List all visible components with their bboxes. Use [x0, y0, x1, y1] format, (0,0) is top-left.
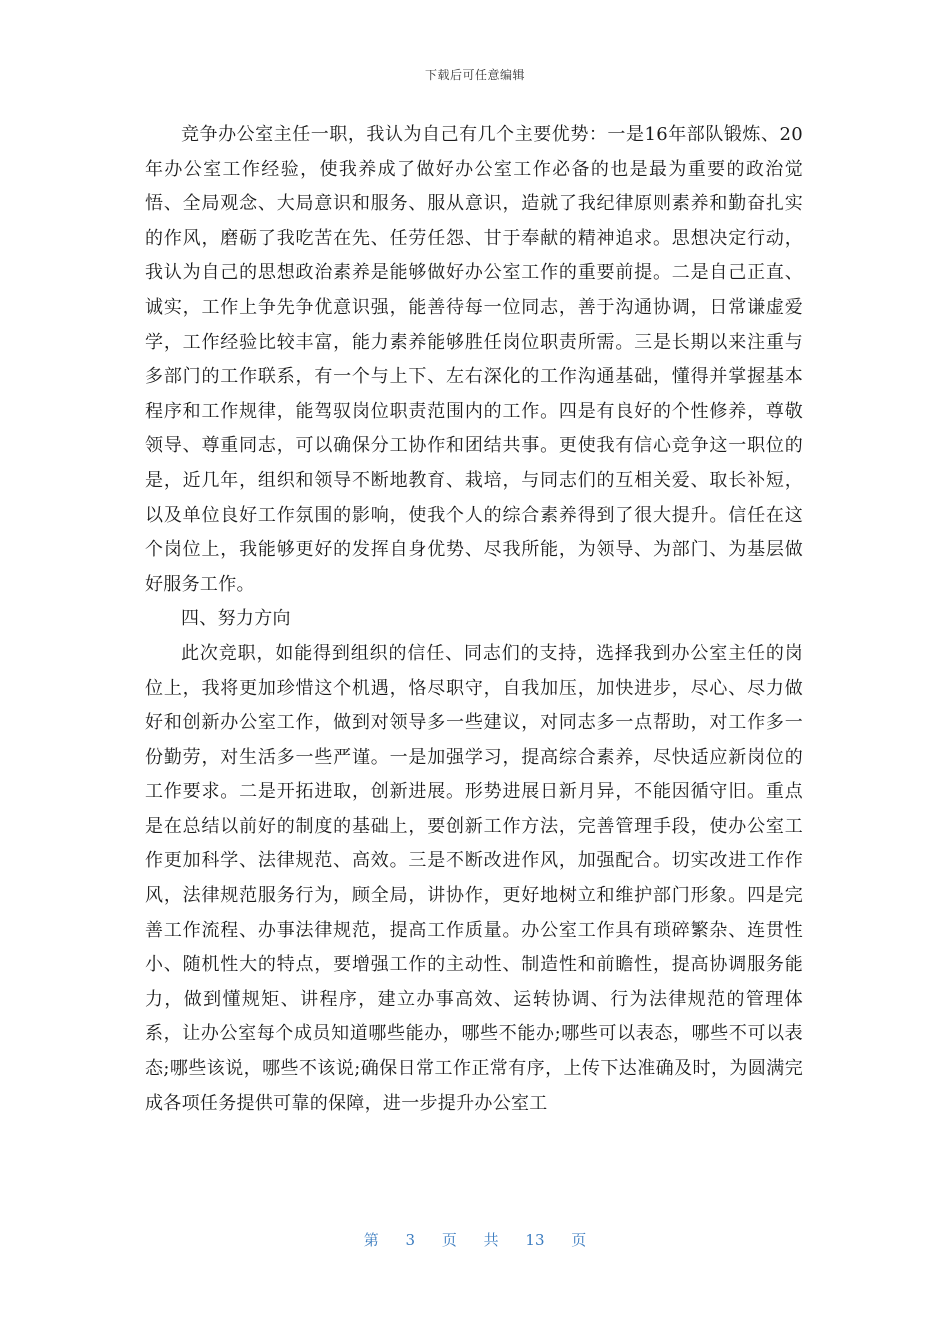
page-footer — [0, 1229, 950, 1250]
section-heading-direction: 四、努力方向 — [181, 608, 291, 630]
total-pages: 13 — [525, 1231, 545, 1249]
total-unit: 页 — [571, 1231, 587, 1249]
page-unit: 页 — [441, 1231, 457, 1249]
paragraph-direction: 此次竞职，如能得到组织的信任、同志们的支持，选择我到办公室主任的岗位上，我将更加珍惜这个机遇，恪尽职守，自我加压，加快进步，尽心、尽力做好和创新办公室工作，做到对领导多一些建议，对同志多一点帮助，对工作多一份勤劳，对生活多一些严谨。一是加强学习，提高综合素养，尽快适应新岗位的工作要求。二是开拓进取，创新进展。形势进展日新月异，不能因循守旧。重点是在总结以前好的制度的基础上，要创新工作方法，完善管理手段，使办公室工作更加科学、法律规范、高效。三是不断改进作风，加强配合。切实改进工作作风，法律规范服务行为，顾全局，讲协作，更好地树立和维护部门形象。四是完善工作流程、办事法律规范，提高工作质量。办公室工作具有琐碎繁杂、连贯性小、随机性大的特点，要增强工作的主动性、制造性和前瞻性，提高协调服务能力，做到懂规矩、讲程序，建立办事高效、运转协调、行为法律规范的管理体系，让办公室每个成员知道哪些能办，哪些不能办;哪些可以表态，哪些不可以表态;哪些该说，哪些不该说;确保日常工作正常有序，上传下达准确及时，为圆满完成各项任务提供可靠的保障，进一步提升办公室工 — [145, 642, 803, 1114]
page-label: 第 — [363, 1231, 379, 1249]
total-label: 共 — [483, 1231, 499, 1249]
page-number: 3 — [405, 1231, 416, 1249]
page-header-note: 下载后可任意编辑 — [424, 68, 525, 82]
document-body — [145, 118, 803, 1121]
paragraph-advantages: 竞争办公室主任一职，我认为自己有几个主要优势：一是16年部队锻炼、20年办公室工作经验，使我养成了做好办公室工作必备的也是最为重要的政治觉悟、全局观念、大局意识和服务、服从意识，造就了我纪律原则素养和勤奋扎实的作风，磨砺了我吃苦在先、任劳任怨、甘于奉献的精神追求。思想决定行动，我认为自己的思想政治素养是能够做好办公室工作的重要前提。二是自己正直、诚实，工作上争先争优意识强，能善待每一位同志，善于沟通协调，日常谦虚爱学，工作经验比较丰富，能力素养能够胜任岗位职责所需。三是长期以来注重与多部门的工作联系，有一个与上下、左右深化的工作沟通基础，懂得并掌握基本程序和工作规律，能驾驭岗位职责范围内的工作。四是有良好的个性修养，尊敬领导、尊重同志，可以确保分工协作和团结共事。更使我有信心竞争这一职位的是，近几年，组织和领导不断地教育、栽培，与同志们的互相关爱、取长补短，以及单位良好工作氛围的影响，使我个人的综合素养得到了很大提升。信任在这个岗位上，我能够更好的发挥自身优势、尽我所能，为领导、为部门、为基层做好服务工作。 — [145, 124, 803, 595]
